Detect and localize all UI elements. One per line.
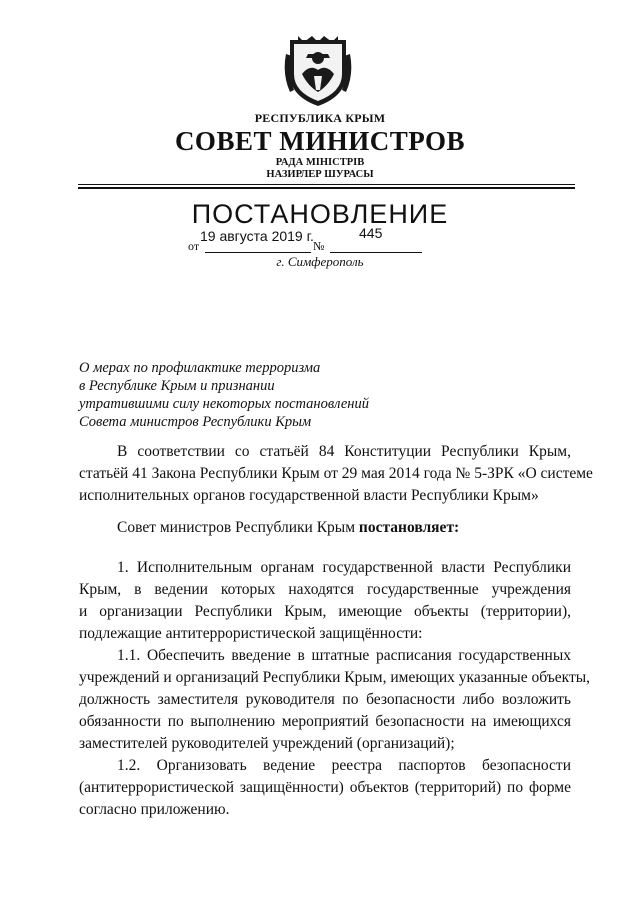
item-1-1-paragraph	[79, 645, 591, 755]
item-1-2-paragraph	[79, 755, 571, 821]
crimea-coat-of-arms-icon	[284, 34, 352, 108]
council-heading-ukrainian: РАДА МІНІСТРІВ	[275, 157, 365, 168]
paragraph-line: должность заместителя руководителя по безопасности либо возложить	[79, 691, 571, 708]
decree-title: ПОСТАНОВЛЕНИЕ	[191, 199, 449, 229]
council-heading: СОВЕТ МИНИСТРОВ	[174, 126, 466, 156]
header-divider-thin	[78, 184, 575, 185]
paragraph-line: учреждений и организаций Республики Крым, имеющих указанные объекты,	[79, 669, 591, 686]
decree-number: 445	[359, 225, 383, 241]
number-sign-label: №	[313, 239, 325, 253]
paragraph-line: обязанности по выполнению мероприятий безопасности на имеющихся	[79, 713, 571, 730]
number-underline	[330, 252, 422, 253]
decree-date: 19 августа 2019 г.	[200, 228, 314, 244]
subject-line: в Республике Крым и признании	[79, 378, 275, 394]
paragraph-line: исполнительных органов государственной власти Республики Крым»	[79, 487, 539, 504]
resolves-intro: Совет министров Республики Крым	[117, 519, 359, 536]
paragraph-line: и организации Республики Крым, имеющие объекты (территории),	[79, 603, 571, 620]
date-prefix-label: от	[188, 239, 200, 253]
subject-line: Совета министров Республики Крым	[79, 414, 312, 430]
resolves-keyword: постановляет:	[358, 519, 460, 536]
paragraph-line: 1.2. Организовать ведение реестра паспортов безопасности	[117, 757, 571, 774]
paragraph-line: 1.1. Обеспечить введение в штатные расписания государственных	[117, 647, 571, 664]
paragraph-line: В соответствии со статьёй 84 Конституции Республики Крым,	[117, 443, 571, 460]
paragraph-line: Крым, в ведении которых находятся государственные учреждения	[79, 581, 571, 598]
paragraph-line: статьёй 41 Закона Республики Крым от 29 мая 2014 года № 5-ЗРК «О системе	[79, 465, 593, 482]
decree-subject	[79, 359, 439, 431]
date-underline	[205, 252, 311, 253]
header-divider-thick	[78, 187, 575, 189]
paragraph-line: заместителей руководителей учреждений (организаций);	[79, 735, 455, 752]
subject-line: О мерах по профилактике терроризма	[79, 360, 321, 376]
item-1-paragraph	[79, 557, 571, 645]
paragraph-line	[79, 517, 571, 539]
paragraph-line: подлежащие антитеррористической защищённости:	[79, 625, 423, 642]
paragraph-line: (антитеррористической защищённости) объектов (территорий) по форме	[79, 779, 571, 796]
subject-line: утратившими силу некоторых постановлений	[79, 396, 369, 412]
republic-heading: РЕСПУБЛИКА КРЫМ	[254, 111, 386, 125]
council-heading-crimean-tatar: НАЗИРЛЕР ШУРАСЫ	[266, 169, 374, 180]
preamble-paragraph	[79, 441, 593, 507]
paragraph-line: согласно приложению.	[79, 801, 230, 818]
resolves-paragraph	[79, 517, 571, 539]
decree-city: г. Симферополь	[276, 254, 364, 269]
paragraph-line: 1. Исполнительным органам государственной власти Республики	[117, 559, 571, 576]
